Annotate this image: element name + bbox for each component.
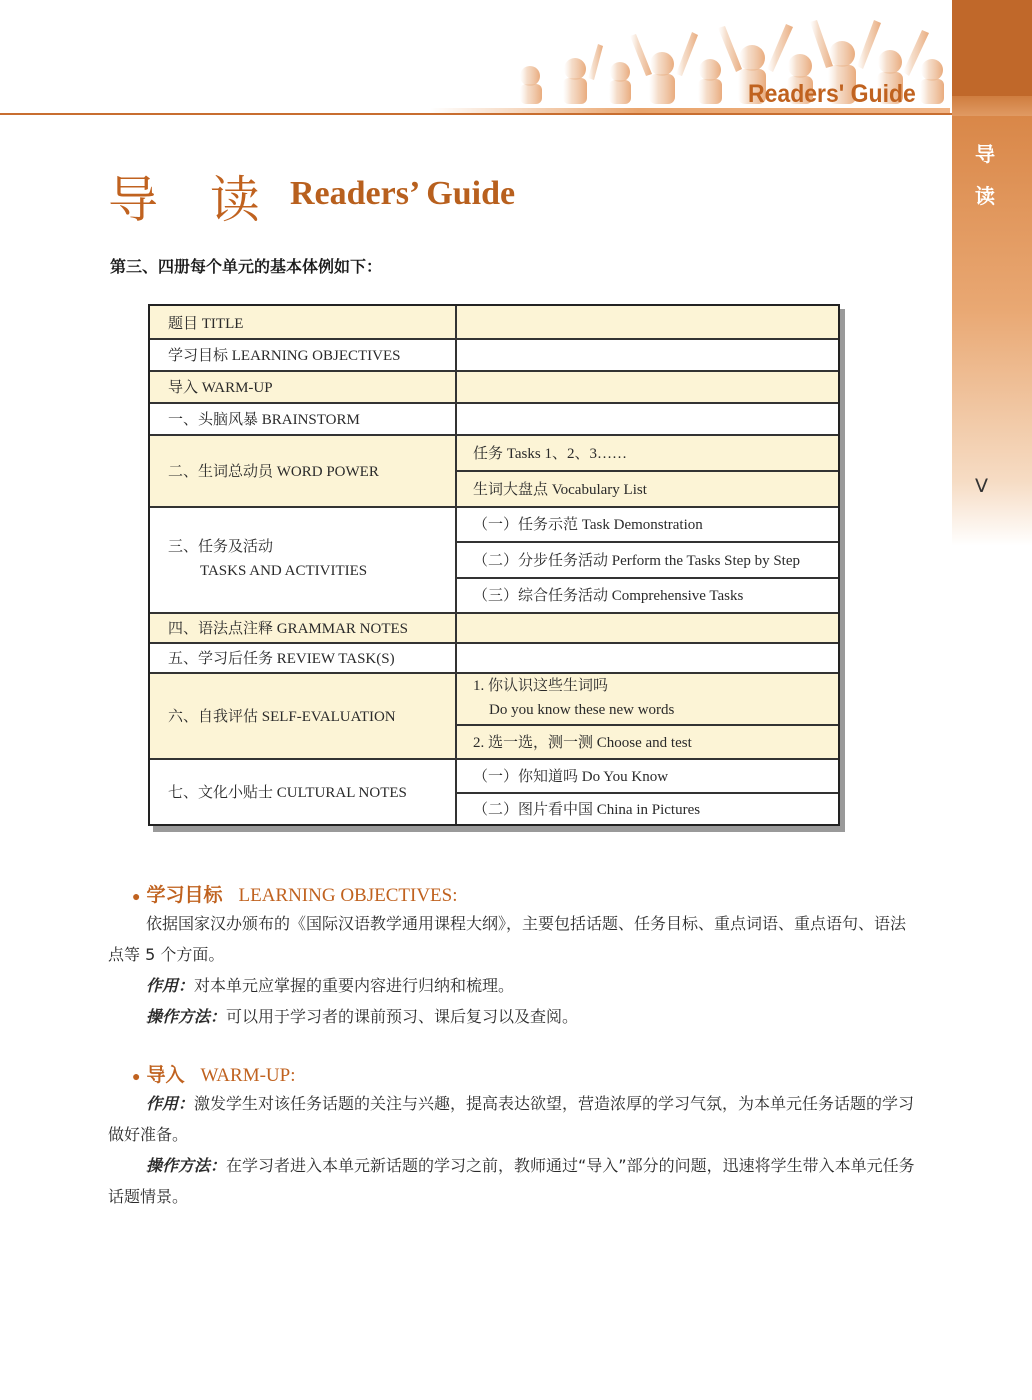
table-rule: [150, 642, 838, 644]
table-cell-tasks-list: 任务 Tasks 1、2、3……: [473, 445, 627, 462]
table-cell-know-words-en: Do you know these new words: [489, 702, 675, 718]
table-rule: [150, 338, 838, 340]
table-rule: [150, 672, 838, 674]
objectives-role-line: [108, 970, 918, 1001]
page-title-english: Readers’ Guide: [290, 175, 516, 212]
bullet-icon: ●: [132, 890, 141, 905]
table-rule: [455, 577, 838, 579]
section-heading-objectives: [132, 880, 458, 907]
method-label: 操作方法：: [146, 1007, 227, 1026]
running-title: Readers' Guide: [748, 80, 916, 108]
method-text: 在学习者进入本单元新话题的学习之前，教师通过“导入”部分的问题，迅速将学生带入本单元任务话题情景。: [108, 1156, 915, 1206]
table-cell-choose-test: 2. 选一选，测一测 Choose and test: [473, 734, 692, 751]
table-cell-review: 五、学习后任务 REVIEW TASK(S): [168, 650, 395, 667]
table-cell-activities: [168, 506, 367, 612]
table-rule: [455, 724, 838, 726]
unit-structure-table: [148, 304, 840, 826]
side-tab-char-2: 读: [975, 184, 995, 208]
table-column-divider: [455, 306, 457, 824]
table-rule: [150, 506, 838, 508]
table-cell-comprehensive: （三）综合任务活动 Comprehensive Tasks: [473, 588, 744, 604]
table-cell-activities-en: TASKS AND ACTIVITIES: [200, 563, 368, 579]
table-cell-vocab-list: 生词大盘点 Vocabulary List: [473, 481, 647, 498]
table-rule: [455, 470, 838, 472]
warmup-method-paragraph: [108, 1150, 918, 1212]
table-cell-grammar: 四、语法点注释 GRAMMAR NOTES: [168, 620, 409, 637]
table-cell-objectives: 学习目标 LEARNING OBJECTIVES: [168, 347, 401, 364]
table-rule: [150, 612, 838, 614]
section-heading-warmup-cn: 导入: [146, 1064, 185, 1086]
section-heading-objectives-cn: 学习目标: [146, 884, 223, 906]
table-row-title-bg: [150, 306, 838, 338]
method-text: 可以用于学习者的课前预习、课后复习以及查阅。: [226, 1007, 579, 1026]
objectives-paragraph: 依据国家汉办颁布的《国际汉语教学通用课程大纲》，主要包括话题、任务目标、重点词语、重点语句、语法点等 5 个方面。: [108, 914, 907, 964]
intro-text: 第三、四册每个单元的基本体例如下：: [110, 257, 383, 276]
table-rule: [455, 541, 838, 543]
table-cell-know-words: [473, 672, 674, 724]
objectives-method-line: [108, 1001, 918, 1032]
role-label: 作用：: [146, 1094, 195, 1113]
table-cell-cultural: 七、文化小贴士 CULTURAL NOTES: [168, 784, 407, 801]
side-tab-band: [952, 96, 1032, 116]
table-rule: [150, 402, 838, 404]
table-cell-activities-cn: 三、任务及活动: [168, 539, 274, 555]
side-tab-char-1: 导: [975, 142, 995, 166]
role-label: 作用：: [146, 976, 195, 995]
table-cell-china-pictures: （二）图片看中国 China in Pictures: [473, 801, 701, 818]
table-cell-do-you-know: （一）你知道吗 Do You Know: [473, 768, 669, 785]
table-cell-warmup: 导入 WARM-UP: [168, 379, 273, 396]
side-tab-top-block: [952, 0, 1032, 96]
bullet-icon: ●: [132, 1070, 141, 1085]
section-heading-warmup-en: WARM-UP:: [200, 1065, 296, 1086]
table-cell-task-demo: （一）任务示范 Task Demonstration: [473, 517, 703, 533]
table-cell-step-by-step: （二）分步任务活动 Perform the Tasks Step by Step: [473, 552, 800, 569]
section-heading-warmup: [132, 1060, 296, 1087]
table-cell-know-words-cn: 1. 你认识这些生词吗: [473, 678, 609, 694]
header-rule: [0, 113, 1032, 115]
table-cell-word-power: 二、生词总动员 WORD POWER: [168, 463, 379, 480]
table-cell-brainstorm: 一、头脑风暴 BRAINSTORM: [168, 411, 360, 428]
table-cell-title: 题目 TITLE: [168, 315, 244, 332]
table-rule: [150, 370, 838, 372]
table-rule: [455, 792, 838, 794]
role-text: 激发学生对该任务话题的关注与兴趣，提高表达欲望，营造浓厚的学习气氛，为本单元任务话题的学习做好准备。: [108, 1094, 915, 1144]
table-rule: [150, 758, 838, 760]
table-cell-self-eval: 六、自我评估 SELF-EVALUATION: [168, 708, 396, 725]
section-heading-objectives-en: LEARNING OBJECTIVES:: [238, 885, 458, 906]
table-rule: [150, 434, 838, 436]
role-text: 对本单元应掌握的重要内容进行归纳和梳理。: [194, 976, 515, 995]
warmup-role-paragraph: [108, 1088, 918, 1150]
page-title-chinese: 导 读: [108, 171, 278, 229]
method-label: 操作方法：: [146, 1156, 227, 1175]
page-number: V: [975, 475, 988, 497]
